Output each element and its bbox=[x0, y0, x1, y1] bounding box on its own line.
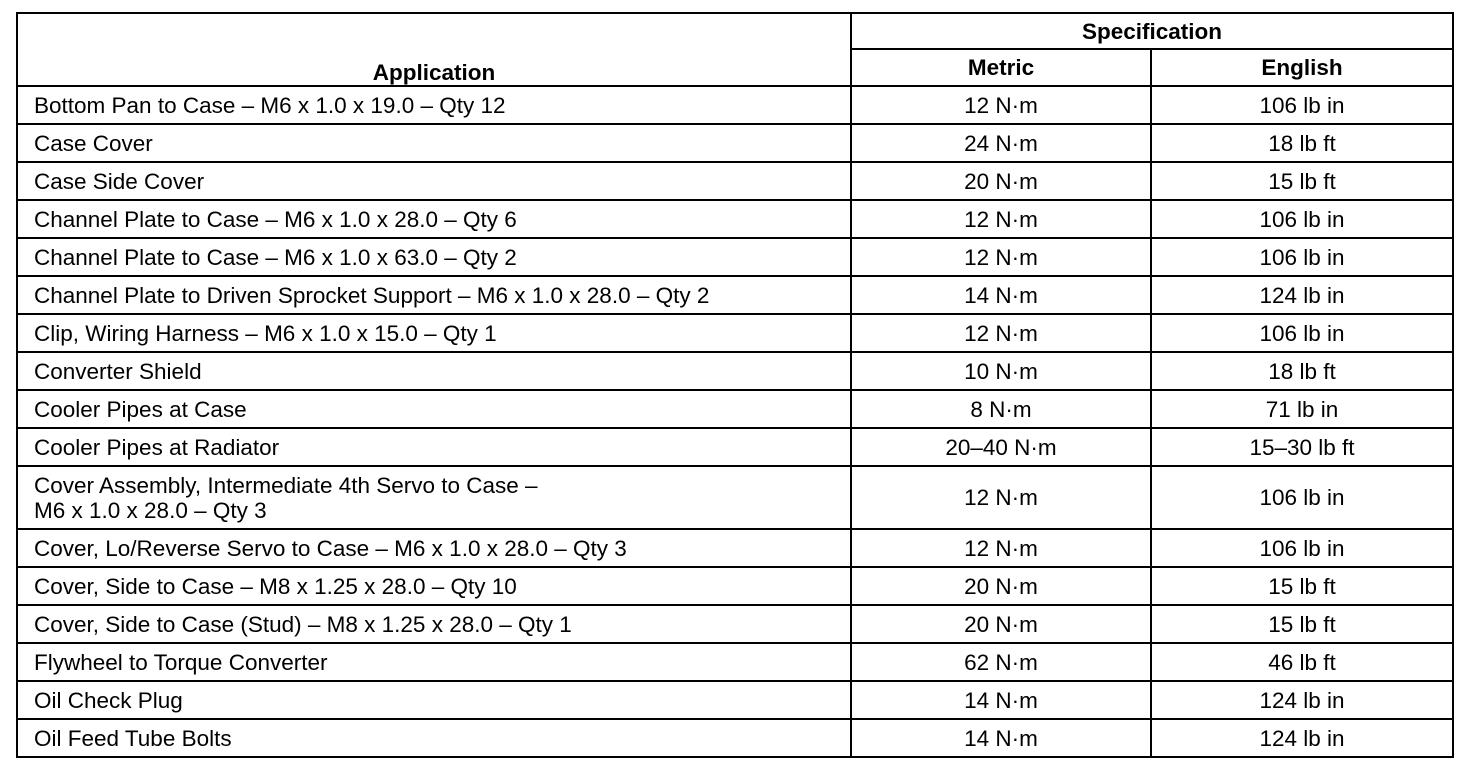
table-row bbox=[17, 719, 1453, 757]
metric-value-cell: 24 N·m bbox=[851, 124, 1151, 162]
english-value-cell: 124 lb in bbox=[1151, 276, 1453, 314]
table-row bbox=[17, 162, 1453, 200]
table-row bbox=[17, 428, 1453, 466]
table-row bbox=[17, 314, 1453, 352]
metric-value-cell: 62 N·m bbox=[851, 643, 1151, 681]
english-value-cell: 106 lb in bbox=[1151, 529, 1453, 567]
english-value-cell: 15 lb ft bbox=[1151, 162, 1453, 200]
metric-value-cell: 14 N·m bbox=[851, 276, 1151, 314]
application-cell: Cooler Pipes at Radiator bbox=[17, 428, 851, 466]
metric-value-cell: 8 N·m bbox=[851, 390, 1151, 428]
application-cell: Cover, Side to Case (Stud) – M8 x 1.25 x 28.0 – Qty 1 bbox=[17, 605, 851, 643]
metric-value-cell: 20 N·m bbox=[851, 567, 1151, 605]
metric-value-cell: 12 N·m bbox=[851, 529, 1151, 567]
application-cell: Channel Plate to Case – M6 x 1.0 x 28.0 – Qty 6 bbox=[17, 200, 851, 238]
english-value-cell: 106 lb in bbox=[1151, 200, 1453, 238]
application-cell: Cover, Side to Case – M8 x 1.25 x 28.0 – Qty 10 bbox=[17, 567, 851, 605]
application-cell: Channel Plate to Case – M6 x 1.0 x 63.0 – Qty 2 bbox=[17, 238, 851, 276]
table-row bbox=[17, 390, 1453, 428]
application-cell: Clip, Wiring Harness – M6 x 1.0 x 15.0 – Qty 1 bbox=[17, 314, 851, 352]
table-row bbox=[17, 643, 1453, 681]
table-header bbox=[17, 13, 1453, 86]
english-column-header: English bbox=[1151, 49, 1453, 86]
application-cell: Case Cover bbox=[17, 124, 851, 162]
english-value-cell: 46 lb ft bbox=[1151, 643, 1453, 681]
table-row bbox=[17, 529, 1453, 567]
english-value-cell: 15 lb ft bbox=[1151, 605, 1453, 643]
metric-value-cell: 12 N·m bbox=[851, 86, 1151, 124]
metric-value-cell: 20–40 N·m bbox=[851, 428, 1151, 466]
table-row bbox=[17, 605, 1453, 643]
metric-column-header: Metric bbox=[851, 49, 1151, 86]
table-row bbox=[17, 466, 1453, 529]
application-cell: Cover, Lo/Reverse Servo to Case – M6 x 1.0 x 28.0 – Qty 3 bbox=[17, 529, 851, 567]
english-value-cell: 15–30 lb ft bbox=[1151, 428, 1453, 466]
table-row bbox=[17, 200, 1453, 238]
table-row bbox=[17, 681, 1453, 719]
table-row bbox=[17, 352, 1453, 390]
application-column-header: Application bbox=[17, 13, 851, 86]
english-value-cell: 124 lb in bbox=[1151, 681, 1453, 719]
application-cell: Converter Shield bbox=[17, 352, 851, 390]
application-cell: Bottom Pan to Case – M6 x 1.0 x 19.0 – Qty 12 bbox=[17, 86, 851, 124]
metric-value-cell: 12 N·m bbox=[851, 466, 1151, 529]
english-value-cell: 106 lb in bbox=[1151, 86, 1453, 124]
application-cell: Cover Assembly, Intermediate 4th Servo to Case – M6 x 1.0 x 28.0 – Qty 3 bbox=[17, 466, 851, 529]
metric-value-cell: 10 N·m bbox=[851, 352, 1151, 390]
english-value-cell: 18 lb ft bbox=[1151, 352, 1453, 390]
table-row bbox=[17, 124, 1453, 162]
table-row bbox=[17, 276, 1453, 314]
table-body bbox=[17, 86, 1453, 757]
english-value-cell: 106 lb in bbox=[1151, 238, 1453, 276]
table-row bbox=[17, 238, 1453, 276]
application-cell: Channel Plate to Driven Sprocket Support – M6 x 1.0 x 28.0 – Qty 2 bbox=[17, 276, 851, 314]
fastener-specification-table bbox=[16, 12, 1454, 758]
metric-value-cell: 14 N·m bbox=[851, 681, 1151, 719]
english-value-cell: 106 lb in bbox=[1151, 314, 1453, 352]
metric-value-cell: 12 N·m bbox=[851, 200, 1151, 238]
table-row bbox=[17, 86, 1453, 124]
metric-value-cell: 20 N·m bbox=[851, 605, 1151, 643]
specification-column-group-header: Specification bbox=[851, 13, 1453, 49]
metric-value-cell: 12 N·m bbox=[851, 238, 1151, 276]
table-row bbox=[17, 567, 1453, 605]
application-cell: Oil Feed Tube Bolts bbox=[17, 719, 851, 757]
spec-table-container bbox=[16, 12, 1454, 758]
application-cell: Case Side Cover bbox=[17, 162, 851, 200]
english-value-cell: 106 lb in bbox=[1151, 466, 1453, 529]
english-value-cell: 124 lb in bbox=[1151, 719, 1453, 757]
metric-value-cell: 12 N·m bbox=[851, 314, 1151, 352]
metric-value-cell: 20 N·m bbox=[851, 162, 1151, 200]
application-cell: Flywheel to Torque Converter bbox=[17, 643, 851, 681]
application-cell: Oil Check Plug bbox=[17, 681, 851, 719]
english-value-cell: 71 lb in bbox=[1151, 390, 1453, 428]
english-value-cell: 18 lb ft bbox=[1151, 124, 1453, 162]
header-row-top bbox=[17, 13, 1453, 49]
application-cell: Cooler Pipes at Case bbox=[17, 390, 851, 428]
metric-value-cell: 14 N·m bbox=[851, 719, 1151, 757]
english-value-cell: 15 lb ft bbox=[1151, 567, 1453, 605]
